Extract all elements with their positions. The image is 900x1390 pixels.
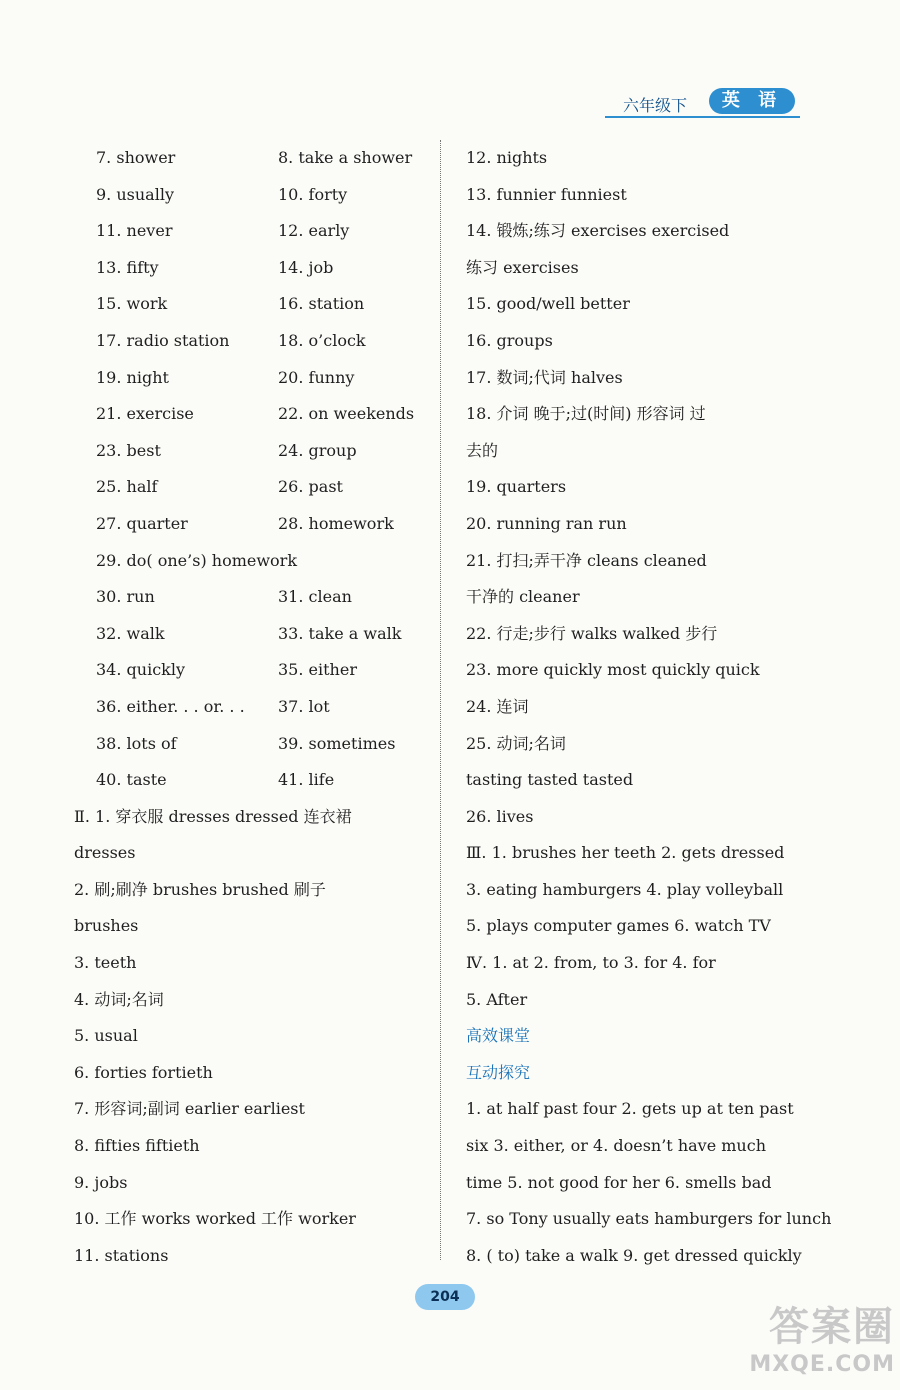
page-number: 204	[415, 1284, 475, 1310]
answer-item: 16. groups	[466, 330, 553, 350]
answer-row	[74, 1018, 434, 1055]
answer-row	[74, 433, 434, 470]
answer-item: 24. group	[278, 440, 357, 460]
answer-row	[74, 872, 434, 909]
answer-item: 26. past	[278, 477, 343, 497]
grade-label: 六年级下	[623, 96, 688, 115]
answer-item: 16. station	[278, 294, 365, 314]
answer-item: six 3. either, or 4. doesn’t have much	[466, 1136, 766, 1156]
answer-item: 7. so Tony usually eats hamburgers for lunch	[466, 1209, 832, 1229]
answer-item: 13. fifty	[96, 257, 159, 277]
answer-item: 36. either. . . or. . .	[96, 696, 245, 716]
answer-row	[74, 506, 434, 543]
answer-row	[74, 689, 434, 726]
section-heading	[466, 1018, 816, 1055]
answer-item: 5. After	[466, 989, 528, 1009]
section-title: 高效课堂	[466, 1026, 531, 1046]
answer-row	[466, 506, 816, 543]
subject-badge: 英 语	[709, 88, 795, 114]
answer-row	[466, 726, 816, 763]
answer-item: 32. walk	[96, 623, 165, 643]
answer-row	[466, 433, 816, 470]
answer-row	[74, 579, 434, 616]
answer-item: 干净的 cleaner	[466, 587, 580, 607]
answer-item: 3. eating hamburgers 4. play volleyball	[466, 879, 784, 899]
answer-row	[466, 689, 816, 726]
answer-item: 37. lot	[278, 696, 330, 716]
answer-row	[466, 1238, 816, 1275]
answer-item: 30. run	[96, 587, 155, 607]
watermark	[715, 1295, 895, 1385]
answer-item: tasting tasted tasted	[466, 770, 634, 790]
answer-row	[74, 323, 434, 360]
answer-item: 去的	[466, 440, 499, 460]
answer-row	[74, 982, 434, 1019]
answer-row	[74, 177, 434, 214]
watermark-line1: 答案圈	[769, 1304, 895, 1350]
answer-row	[466, 213, 816, 250]
answer-item: 12. nights	[466, 148, 548, 167]
answer-row	[466, 872, 816, 909]
answer-row	[466, 908, 816, 945]
answer-row	[74, 1165, 434, 1202]
answer-row	[466, 360, 816, 397]
answer-row	[74, 1091, 434, 1128]
answer-item: 17. 数词;代词 halves	[466, 367, 623, 387]
answer-item: 9. jobs	[74, 1172, 128, 1192]
answer-row	[74, 250, 434, 287]
answer-item: Ⅳ. 1. at 2. from, to 3. for 4. for	[466, 953, 716, 973]
answer-row	[74, 945, 434, 982]
answer-item: 11. stations	[74, 1245, 169, 1265]
answer-row	[466, 140, 816, 177]
right-column	[466, 140, 832, 1274]
answer-item: 25. half	[96, 477, 158, 497]
answer-item: 31. clean	[278, 587, 352, 607]
answer-row	[74, 543, 434, 580]
answer-row	[466, 1165, 816, 1202]
answer-row	[74, 469, 434, 506]
answer-row	[466, 177, 816, 214]
answer-item: 26. lives	[466, 806, 534, 826]
answer-row	[74, 286, 434, 323]
answer-item: 20. funny	[278, 367, 355, 387]
answer-row	[466, 1091, 816, 1128]
answer-item: Ⅱ. 1. 穿衣服 dresses dressed 连衣裙	[74, 806, 352, 826]
answer-item: 4. 动词;名词	[74, 989, 164, 1009]
answer-item: 2. 刷;刷净 brushes brushed 刷子	[74, 879, 326, 899]
answer-item: 24. 连词	[466, 696, 529, 716]
answer-row	[466, 579, 816, 616]
answer-item: 7. 形容词;副词 earlier earliest	[74, 1099, 305, 1119]
answer-item: 22. on weekends	[278, 404, 415, 424]
answer-item: 41. life	[278, 770, 335, 790]
answer-item: 20. running ran run	[466, 513, 627, 533]
answer-item: 13. funnier funniest	[466, 184, 627, 204]
answer-row	[74, 762, 434, 799]
section-heading	[466, 1055, 816, 1092]
page-header	[595, 86, 800, 120]
answer-row	[74, 1128, 434, 1165]
answer-item: 练习 exercises	[466, 257, 579, 277]
answer-item: 10. 工作 works worked 工作 worker	[74, 1209, 356, 1229]
answer-item: 10. forty	[278, 184, 348, 204]
answer-row	[466, 1128, 816, 1165]
answer-row	[466, 469, 816, 506]
answer-item: 8. fifties fiftieth	[74, 1136, 200, 1156]
answer-item: 3. teeth	[74, 953, 137, 973]
answer-item: 19. quarters	[466, 477, 567, 497]
answer-item: 39. sometimes	[278, 733, 396, 753]
answer-row	[466, 982, 816, 1019]
answer-item: 1. at half past four 2. gets up at ten past	[466, 1099, 794, 1119]
column-divider	[440, 140, 441, 1260]
answer-item: 40. taste	[96, 770, 167, 790]
answer-item: 19. night	[96, 367, 169, 387]
answer-row	[74, 616, 434, 653]
answer-item: 25. 动词;名词	[466, 733, 566, 753]
answer-row	[466, 1201, 832, 1238]
answer-item: 35. either	[278, 660, 357, 680]
answer-row	[466, 616, 816, 653]
answer-row	[74, 799, 434, 836]
answer-item: 14. 锻炼;练习 exercises exercised	[466, 221, 730, 241]
answer-row	[466, 543, 816, 580]
answer-row	[466, 396, 816, 433]
answer-item: 21. 打扫;弄干净 cleans cleaned	[466, 550, 707, 570]
answer-row	[466, 835, 816, 872]
answer-row	[74, 652, 434, 689]
answer-row	[466, 250, 816, 287]
answer-item: 5. usual	[74, 1026, 138, 1046]
answer-row	[74, 1201, 434, 1238]
answer-item: 27. quarter	[96, 513, 188, 533]
answer-item: 11. never	[96, 221, 173, 241]
answer-item: 38. lots of	[96, 733, 177, 753]
answer-item: 33. take a walk	[278, 623, 402, 643]
answer-row	[466, 652, 816, 689]
answer-row	[74, 396, 434, 433]
left-column	[74, 140, 434, 1274]
answer-row	[466, 762, 816, 799]
answer-row	[74, 726, 434, 763]
answer-item: 21. exercise	[96, 404, 194, 424]
answer-item: brushes	[74, 916, 139, 936]
answer-row	[74, 835, 434, 872]
answer-item: 14. job	[278, 257, 334, 277]
answer-row	[466, 323, 816, 360]
answer-item: 9. usually	[96, 184, 174, 204]
answer-item: 12. early	[278, 221, 350, 241]
answer-row	[74, 1055, 434, 1092]
header-underline	[605, 116, 800, 118]
answer-item: 18. 介词 晚于;过(时间) 形容词 过	[466, 404, 706, 424]
answer-item: 6. forties fortieth	[74, 1062, 213, 1082]
answer-row	[74, 1238, 434, 1275]
answer-row	[466, 945, 816, 982]
answer-item: 15. work	[96, 294, 168, 314]
answer-row	[74, 140, 434, 177]
answer-row	[74, 908, 434, 945]
answer-row	[466, 286, 816, 323]
section-title: 互动探究	[466, 1062, 531, 1082]
answer-item: 5. plays computer games 6. watch TV	[466, 916, 771, 936]
answer-item: time 5. not good for her 6. smells bad	[466, 1172, 772, 1192]
answer-item: 15. good/well better	[466, 294, 630, 314]
answer-item: 8. ( to) take a walk 9. get dressed quickly	[466, 1245, 802, 1265]
answer-item: 34. quickly	[96, 660, 186, 680]
answer-item: 29. do( one’s) homework	[96, 550, 298, 570]
answer-row	[74, 213, 434, 250]
answer-item: 22. 行走;步行 walks walked 步行	[466, 623, 718, 643]
answer-item: 23. more quickly most quickly quick	[466, 660, 760, 680]
answer-item: Ⅲ. 1. brushes her teeth 2. gets dressed	[466, 843, 785, 863]
answer-item: dresses	[74, 843, 136, 863]
answer-item: 18. o’clock	[278, 330, 366, 350]
answer-item: 28. homework	[278, 513, 394, 533]
answer-item: 7. shower	[96, 148, 176, 167]
answer-item: 17. radio station	[96, 330, 230, 350]
watermark-line2: MXQE.COM	[749, 1352, 895, 1377]
answer-item: 8. take a shower	[278, 148, 413, 167]
answer-item: 23. best	[96, 440, 161, 460]
answer-row	[74, 360, 434, 397]
answer-row	[466, 799, 816, 836]
